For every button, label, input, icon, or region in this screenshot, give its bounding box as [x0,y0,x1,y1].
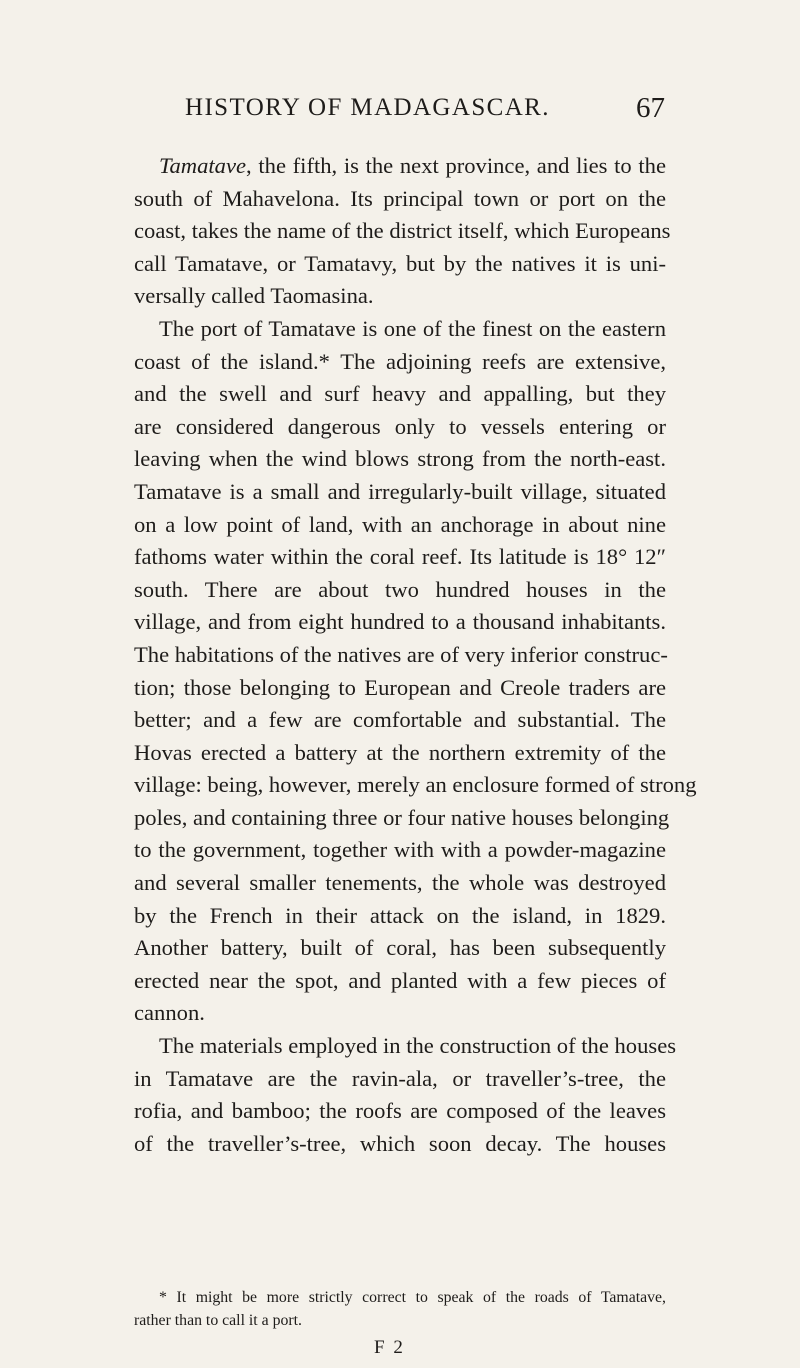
text-line: on a low point of land, with an anchorage in about nine [134,511,666,537]
text-line: to the government, together with with a powder-magazine [134,837,666,863]
running-title: HISTORY OF MADAGASCAR. [185,94,550,121]
footnote [134,1286,666,1332]
footnote-line-1: * It might be more strictly correct to speak of the roads of Tamatave, [159,1289,666,1306]
text-line-1 [134,150,666,183]
text-line: are considered dangerous only to vessels entering or [134,413,666,439]
body-text [134,150,697,1160]
province-name: Tamatave [159,153,247,178]
text-line: tion; those belonging to European and Creole traders are [134,674,666,700]
text-line: and the swell and surf heavy and appalling, but they [134,381,666,407]
text-line: leaving when the wind blows strong from the north-east. [134,446,666,472]
text-line: in Tamatave are the ravin-ala, or traveller’s-tree, the [134,1065,666,1091]
text-line: call Tamatave, or Tamatavy, but by the natives it is uni- [134,250,666,276]
text-line: poles, and containing three or four native houses belonging [134,804,670,830]
text-line: rofia, and bamboo; the roofs are composed of the leaves [134,1098,666,1124]
signature-mark: F 2 [374,1337,405,1358]
text-line: Tamatave is a small and irregularly-built village, situated [134,478,666,504]
page-number: 67 [636,92,665,124]
text-line: The materials employed in the construction of the houses [159,1033,677,1059]
text-line: versally called Taomasina. [134,283,374,309]
text-line: south of Mahavelona. Its principal town or port on the [134,185,666,211]
text-line: village, and from eight hundred to a thousand inhabitants. [134,609,666,635]
footnote-line-2: rather than to call it a port. [134,1312,302,1329]
text-line: coast of the island.* The adjoining reefs are extensive, [134,348,666,374]
text-line-1-rest: , the fifth, is the next province, and lies to the [246,153,666,178]
text-line: better; and a few are comfortable and substantial. The [134,707,666,733]
text-line: south. There are about two hundred houses in the [134,576,666,602]
text-line: Another battery, built of coral, has been subsequently [134,935,666,961]
text-line: Hovas erected a battery at the northern extremity of the [134,739,666,765]
text-line: erected near the spot, and planted with a few pieces of [134,967,666,993]
text-line: of the traveller’s-tree, which soon decay. The houses [134,1130,666,1156]
running-head [185,88,665,128]
text-line: by the French in their attack on the island, in 1829. [134,902,666,928]
text-line: The port of Tamatave is one of the finest on the eastern [159,315,666,341]
text-line: and several smaller tenements, the whole was destroyed [134,870,666,896]
text-line: cannon. [134,1000,205,1026]
text-line: The habitations of the natives are of very inferior construc- [134,641,668,667]
text-line: village: being, however, merely an enclosure formed of strong [134,772,697,798]
text-line: fathoms water within the coral reef. Its latitude is 18° 12″ [134,544,666,570]
text-line: coast, takes the name of the district itself, which Europeans [134,218,671,244]
